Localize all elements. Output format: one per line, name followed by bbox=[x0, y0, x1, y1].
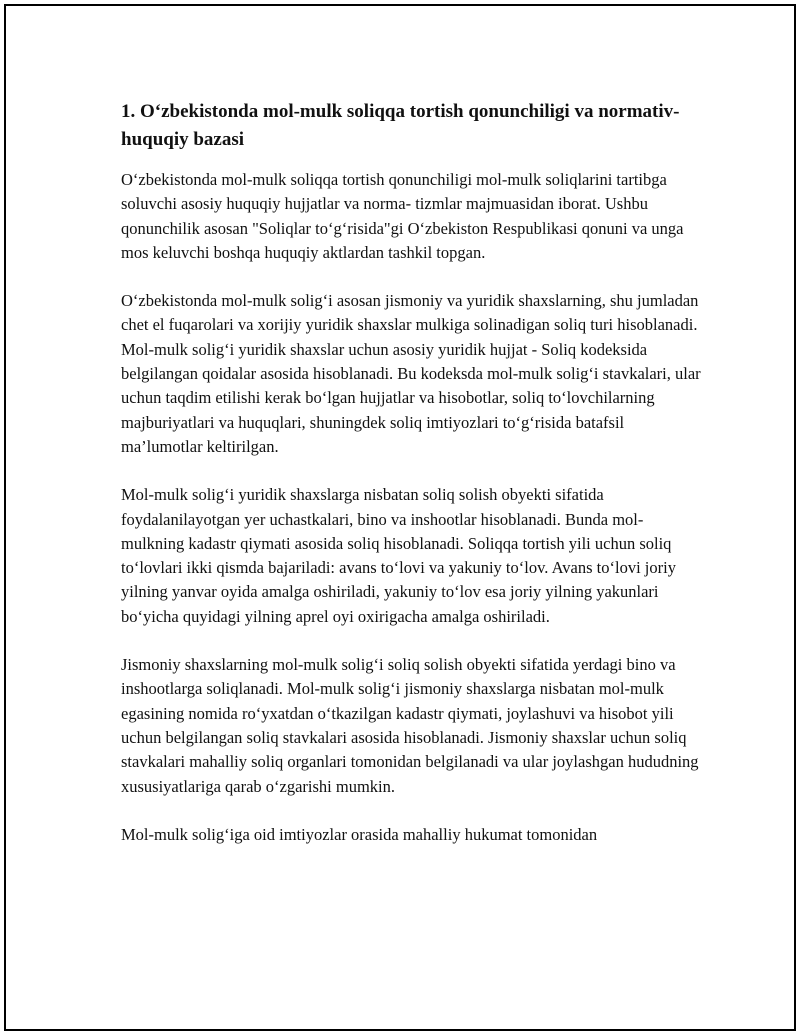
paragraph-1: O‘zbekistonda mol-mulk soliqqa tortish qonunchiligi mol-mulk soliqlarini tartibga soluvchi asosiy huquqiy hujjatlar va norma- tizmlar majmuasidan iborat. Ushbu qonunchilik asosan "Soliqlar to‘g‘risida"gi O‘zbekiston Respublikasi qonuni va unga mos keluvchi boshqa huquqiy aktlardan tashkil topgan. bbox=[121, 170, 684, 262]
paragraph-3: Mol-mulk solig‘i yuridik shaxslarga nisbatan soliq solish obyekti sifatida foydalanilayotgan yer uchastkalari, bino va inshootlar hisoblanadi. Bunda mol-mulkning kadastr qiymati asosida soliq hisoblanadi. Soliqqa tortish yili uchun soliq to‘lovlari ikki qismda bajariladi: avans to‘lovi va yakuniy to‘lov. Avans to‘lovi joriy yilning yanvar oyida amalga oshiriladi, yakuniy to‘lov esa joriy yilning yakunlari bo‘yicha quyidagi yilning aprel oyi oxirigacha amalga oshiriladi. bbox=[121, 485, 676, 626]
paragraph-4: Jismoniy shaxslarning mol-mulk solig‘i soliq solish obyekti sifatida yerdagi bino va inshootlarga soliqlanadi. Mol-mulk solig‘i jismoniy shaxslarga nisbatan mol-mulk egasining nomida ro‘yxatdan o‘tkazilgan kadastr qiymati, joylashuvi va hisobot yili uchun belgilangan soliq stavkalari asosida hisoblanadi. Jismoniy shaxslar uchun soliq stavkalari mahalliy soliq organlari tomonidan belgilanadi va ular joylashgan hududning xususiyatlariga qarab o‘zgarishi mumkin. bbox=[121, 655, 699, 796]
document-body bbox=[121, 98, 701, 847]
paragraph-2: O‘zbekistonda mol-mulk solig‘i asosan jismoniy va yuridik shaxslarning, shu jumladan chet el fuqarolari va xorijiy yuridik shaxslar mulkiga solinadigan soliq turi hisoblanadi. Mol-mulk solig‘i yuridik shaxslar uchun asosiy yuridik hujjat - Soliq kodeksida belgilangan qoidalar asosida hisoblanadi. Bu kodeksda mol-mulk solig‘i stavkalari, ular uchun taqdim etilishi kerak bo‘lgan hujjatlar va hisobotlar, soliq to‘lovchilarning majburiyatlari va huquqlari, shuningdek soliq imtiyozlari to‘g‘risida batafsil ma’lumotlar keltirilgan. bbox=[121, 291, 701, 456]
section-heading: 1. O‘zbekistonda mol-mulk soliqqa tortish qonunchiligi va normativ-huquqiy bazasi bbox=[121, 101, 680, 150]
page-frame bbox=[4, 4, 796, 1031]
paragraph-5: Mol-mulk solig‘iga oid imtiyozlar orasida mahalliy hukumat tomonidan bbox=[121, 824, 598, 844]
